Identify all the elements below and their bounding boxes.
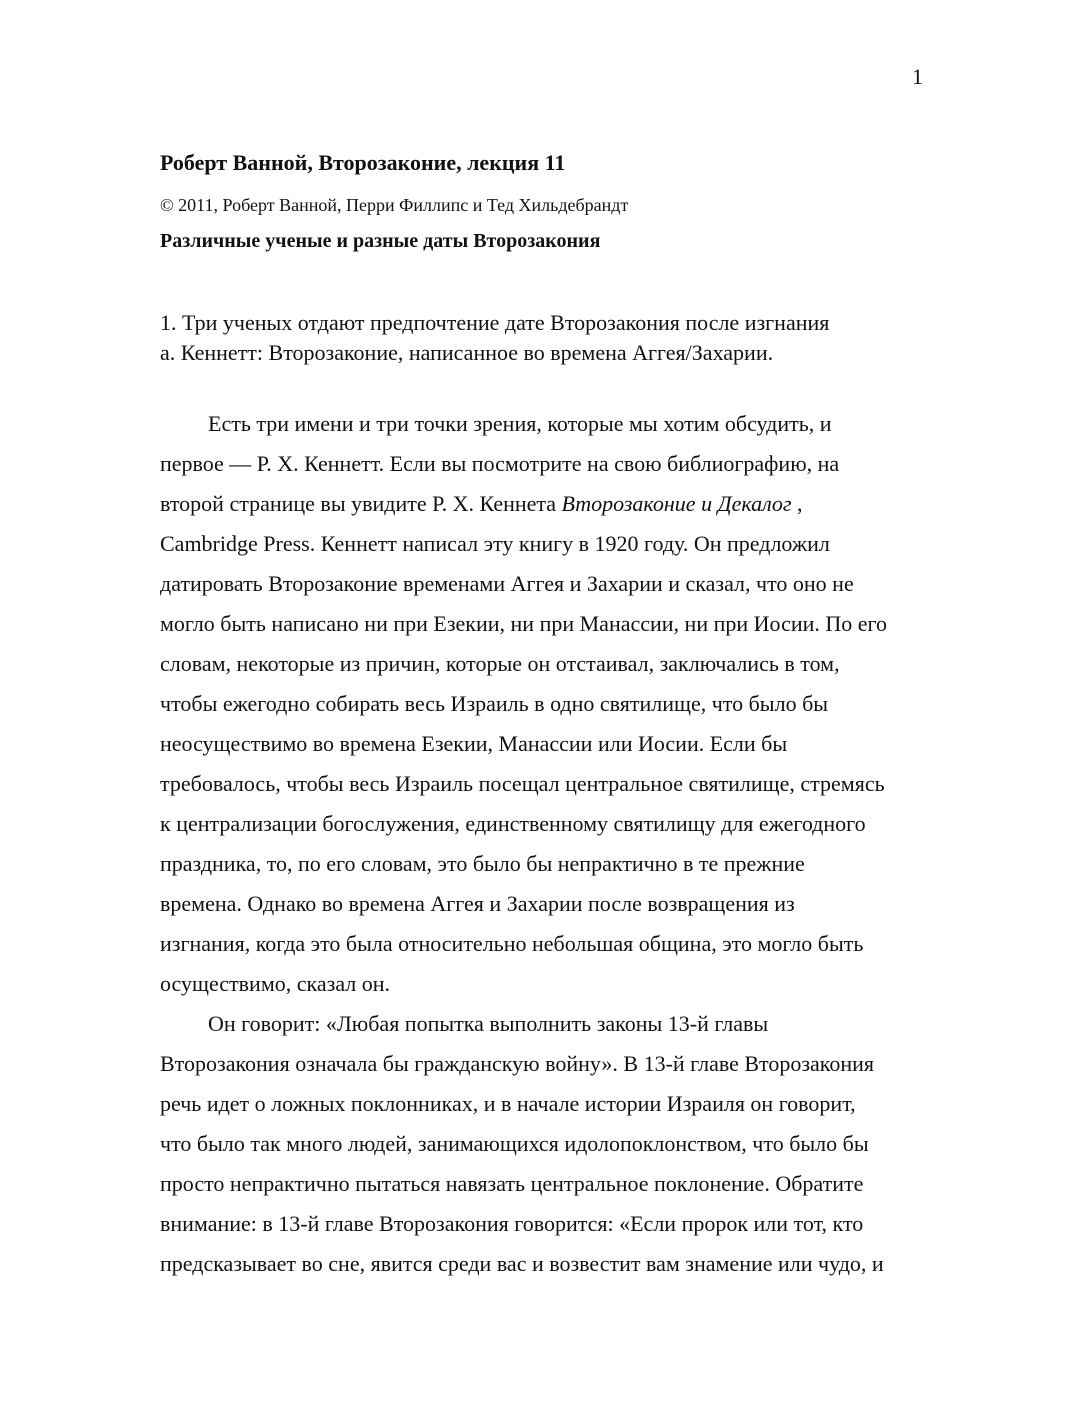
paragraph-line xyxy=(160,484,930,524)
document-title: Роберт Ванной, Второзаконие, лекция 11 xyxy=(160,150,566,175)
document-subtitle: Различные ученые и разные даты Второзакония xyxy=(160,230,601,252)
outline-item-1: 1. Три ученых отдают предпочтение дате Второзакония после изгнания xyxy=(160,310,830,335)
paragraph-line: требовалось, чтобы весь Израиль посещал центральное святилище, стремясь xyxy=(160,771,885,796)
paragraph-line: неосуществимо во времена Езекии, Манассии или Иосии. Если бы xyxy=(160,731,788,756)
paragraph-line: внимание: в 13-й главе Второзакония говорится: «Если пророк или тот, кто xyxy=(160,1211,864,1236)
paragraph-line: что было так много людей, занимающихся идолопоклонством, что было бы xyxy=(160,1131,869,1156)
paragraph-line: просто непрактично пытаться навязать центральное поклонение. Обратите xyxy=(160,1171,864,1196)
outline-item-1a: а. Кеннетт: Второзаконие, написанное во времена Аггея/Захарии. xyxy=(160,340,774,365)
paragraph-line: датировать Второзаконие временами Аггея и Захарии и сказал, что оно не xyxy=(160,571,854,596)
paragraph-line: могло быть написано ни при Езекии, ни при Манассии, ни при Иосии. По его xyxy=(160,611,888,636)
paragraph-line: предсказывает во сне, явится среди вас и возвестит вам знамение или чудо, и xyxy=(160,1251,884,1276)
paragraph-line: осуществимо, сказал он. xyxy=(160,971,391,996)
line-text: второй странице вы увидите Р. Х. Кеннета xyxy=(160,491,562,516)
paragraph-1 xyxy=(160,404,930,1004)
page-number: 1 xyxy=(912,64,923,89)
paragraph-line: первое — Р. Х. Кеннетт. Если вы посмотрите на свою библиографию, на xyxy=(160,451,840,476)
paragraph-line: Есть три имени и три точки зрения, которые мы хотим обсудить, и xyxy=(208,411,832,436)
paragraph-line: Cambridge Press. Кеннетт написал эту книгу в 1920 году. Он предложил xyxy=(160,531,830,556)
paragraph-line: праздника, то, по его словам, это было бы непрактично в те прежние xyxy=(160,851,805,876)
line-text: , xyxy=(791,491,803,516)
paragraph-line: изгнания, когда это была относительно небольшая община, это могло быть xyxy=(160,931,864,956)
paragraph-line: к централизации богослужения, единственному святилищу для ежегодного xyxy=(160,811,866,836)
outline xyxy=(160,308,940,368)
paragraph-line: словам, некоторые из причин, которые он отстаивал, заключались в том, xyxy=(160,651,840,676)
paragraph-line: чтобы ежегодно собирать весь Израиль в одно святилище, что было бы xyxy=(160,691,829,716)
paragraph-2 xyxy=(160,1004,930,1284)
copyright-line: © 2011, Роберт Ванной, Перри Филлипс и Тед Хильдебрандт xyxy=(160,195,629,215)
paragraph-line: Второзакония означала бы гражданскую войну». В 13-й главе Второзакония xyxy=(160,1051,875,1076)
paragraph-line: речь идет о ложных поклонниках, и в начале истории Израиля он говорит, xyxy=(160,1091,856,1116)
paragraph-line: Он говорит: «Любая попытка выполнить законы 13-й главы xyxy=(208,1011,769,1036)
paragraph-line: времена. Однако во времена Аггея и Захарии после возвращения из xyxy=(160,891,795,916)
book-title: Второзаконие и Декалог xyxy=(561,491,792,516)
body-text xyxy=(160,404,930,1284)
